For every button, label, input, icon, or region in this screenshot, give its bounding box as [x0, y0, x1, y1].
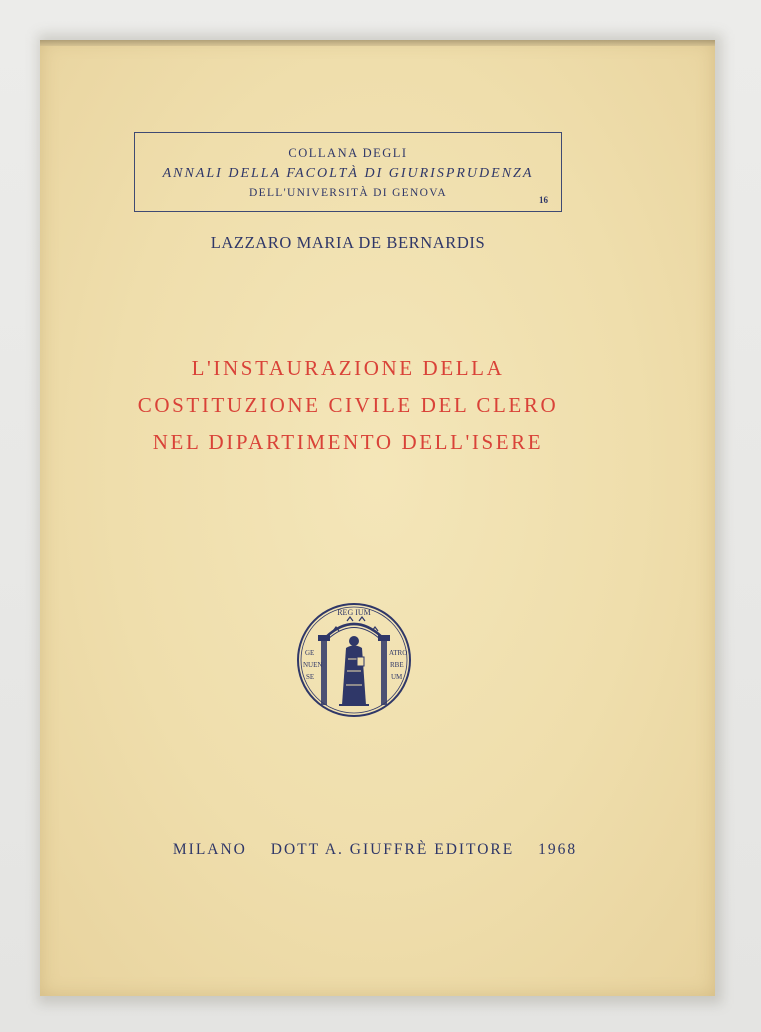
publisher-name: DOTT A. GIUFFRÈ EDITORE: [270, 841, 515, 858]
seal-inscription-left-2: NUEN: [303, 661, 323, 669]
university-seal-icon: [295, 601, 413, 719]
series-box: [134, 132, 562, 212]
seal-inscription-right-2: RBE: [390, 661, 404, 669]
series-title: ANNALI DELLA FACOLTÀ DI GIURISPRUDENZA: [162, 166, 534, 181]
cover-top-edge: [40, 40, 715, 46]
book-cover: [40, 40, 715, 996]
series-number: 16: [539, 195, 548, 205]
title-line-2: COSTITUZIONE CIVILE DEL CLERO: [137, 393, 559, 417]
series-institution: DELL'UNIVERSITÀ DI GENOVA: [249, 187, 447, 199]
seal-inscription-left-1: GE: [305, 649, 315, 657]
publication-year: 1968: [538, 841, 578, 858]
seal-inscription-left-3: SE: [306, 673, 315, 681]
title-line-3: NEL DIPARTIMENTO DELL'ISERE: [152, 430, 544, 454]
series-label: COLLANA DEGLI: [288, 146, 408, 160]
book-title: [118, 350, 578, 461]
author-name: LAZZARO MARIA DE BERNARDIS: [210, 233, 486, 252]
seal-inscription-top: REG IUM: [337, 608, 371, 617]
seal-inscription-right-1: ATRO: [389, 649, 408, 657]
publisher-city: MILANO: [172, 841, 247, 858]
seal-inscription-right-3: UM: [391, 673, 403, 681]
publisher-line: [110, 841, 640, 859]
title-line-1: L'INSTAURAZIONE DELLA: [191, 356, 505, 380]
